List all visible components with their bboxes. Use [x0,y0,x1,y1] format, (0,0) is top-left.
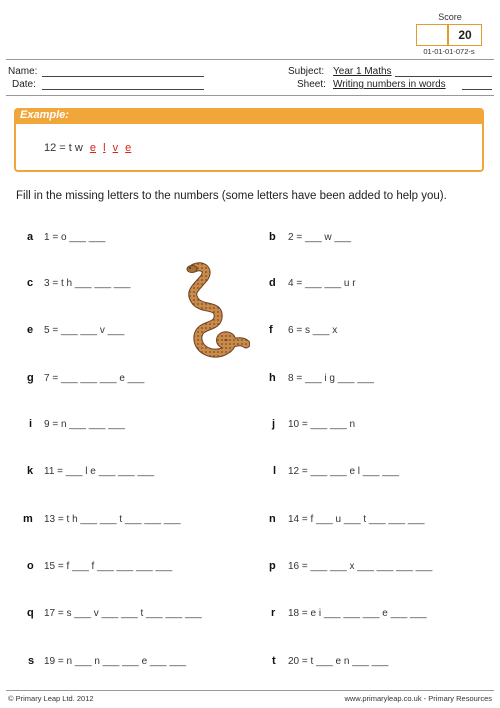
question-letter: t [272,655,276,667]
question-letter: s [28,655,35,667]
question-letter: a [27,231,34,243]
sheet-value: Writing numbers in words [333,79,446,90]
question-expression[interactable]: 3 = t h ___ ___ ___ [44,278,131,289]
question-expression[interactable]: 2 = ___ w ___ [288,232,352,243]
question-expression[interactable]: 17 = s ___ v ___ ___ t ___ ___ ___ [44,608,202,619]
question-expression[interactable]: 12 = ___ ___ e l ___ ___ [288,466,399,477]
top-divider [6,59,494,60]
score-label: Score [438,12,462,22]
question-letter: o [27,560,34,572]
example-title: Example: [20,109,69,121]
question-expression[interactable]: 11 = ___ l e ___ ___ ___ [44,466,155,477]
subject-label: Subject: [288,66,325,77]
question-letter: i [29,418,33,430]
example-letter: e [125,142,132,154]
question-expression[interactable]: 18 = e i ___ ___ ___ e ___ ___ [288,608,427,619]
score-box [416,24,482,46]
footer-website[interactable]: www.primaryleap.co.uk - Primary Resources [344,694,492,703]
question-expression[interactable]: 7 = ___ ___ ___ e ___ [44,373,145,384]
subject-line [395,76,492,77]
example-prefix: 12 = t w [44,142,83,154]
question-letter: d [269,277,276,289]
question-letter: m [23,513,33,525]
question-expression[interactable]: 10 = ___ ___ n [288,419,356,430]
question-expression[interactable]: 20 = t ___ e n ___ ___ [288,656,389,667]
subject-value: Year 1 Maths [333,66,392,77]
name-label: Name: [8,66,38,77]
question-letter: r [271,607,276,619]
question-letter: g [27,372,34,384]
header-divider [6,95,494,96]
score-blank-cell[interactable] [417,25,448,45]
question-expression[interactable]: 16 = ___ ___ x ___ ___ ___ ___ [288,561,433,572]
example-letter: e [89,142,97,154]
question-letter: k [27,465,34,477]
date-field[interactable] [42,89,204,90]
sheet-label: Sheet: [297,79,326,90]
question-expression[interactable]: 19 = n ___ n ___ ___ e ___ ___ [44,656,187,667]
question-expression[interactable]: 1 = o ___ ___ [44,232,106,243]
name-field[interactable] [42,76,204,77]
question-letter: j [272,418,276,430]
example-tab [14,108,484,124]
question-expression[interactable]: 14 = f ___ u ___ t ___ ___ ___ [288,514,425,525]
question-letter: n [269,513,276,525]
question-letter: l [273,465,277,477]
question-expression[interactable]: 4 = ___ ___ u r [288,278,356,289]
question-expression[interactable]: 6 = s ___ x [288,325,338,336]
footer-copyright: © Primary Leap Ltd. 2012 [8,694,94,703]
sheet-code: 01-01-01-072-s [423,47,475,56]
question-expression[interactable]: 15 = f ___ f ___ ___ ___ ___ [44,561,173,572]
question-letter: p [269,560,276,572]
example-equation [44,142,131,154]
example-letter: v [112,142,119,154]
question-letter: f [269,324,273,336]
question-letter: b [269,231,276,243]
question-letter: q [27,607,34,619]
snake-icon [180,262,250,366]
question-letter: e [27,324,34,336]
question-letter: h [269,372,276,384]
score-total: 20 [448,24,482,46]
question-expression[interactable]: 9 = n ___ ___ ___ [44,419,125,430]
question-expression[interactable]: 5 = ___ ___ v ___ [44,325,125,336]
question-expression[interactable]: 13 = t h ___ ___ t ___ ___ ___ [44,514,181,525]
question-letter: c [27,277,34,289]
date-label: Date: [12,79,36,90]
footer-divider [6,690,494,691]
sheet-line [462,89,492,90]
example-letter: l [103,142,106,154]
question-expression[interactable]: 8 = ___ i g ___ ___ [288,373,374,384]
instruction-text: Fill in the missing letters to the numbers (some letters have been added to help you). [16,190,447,202]
